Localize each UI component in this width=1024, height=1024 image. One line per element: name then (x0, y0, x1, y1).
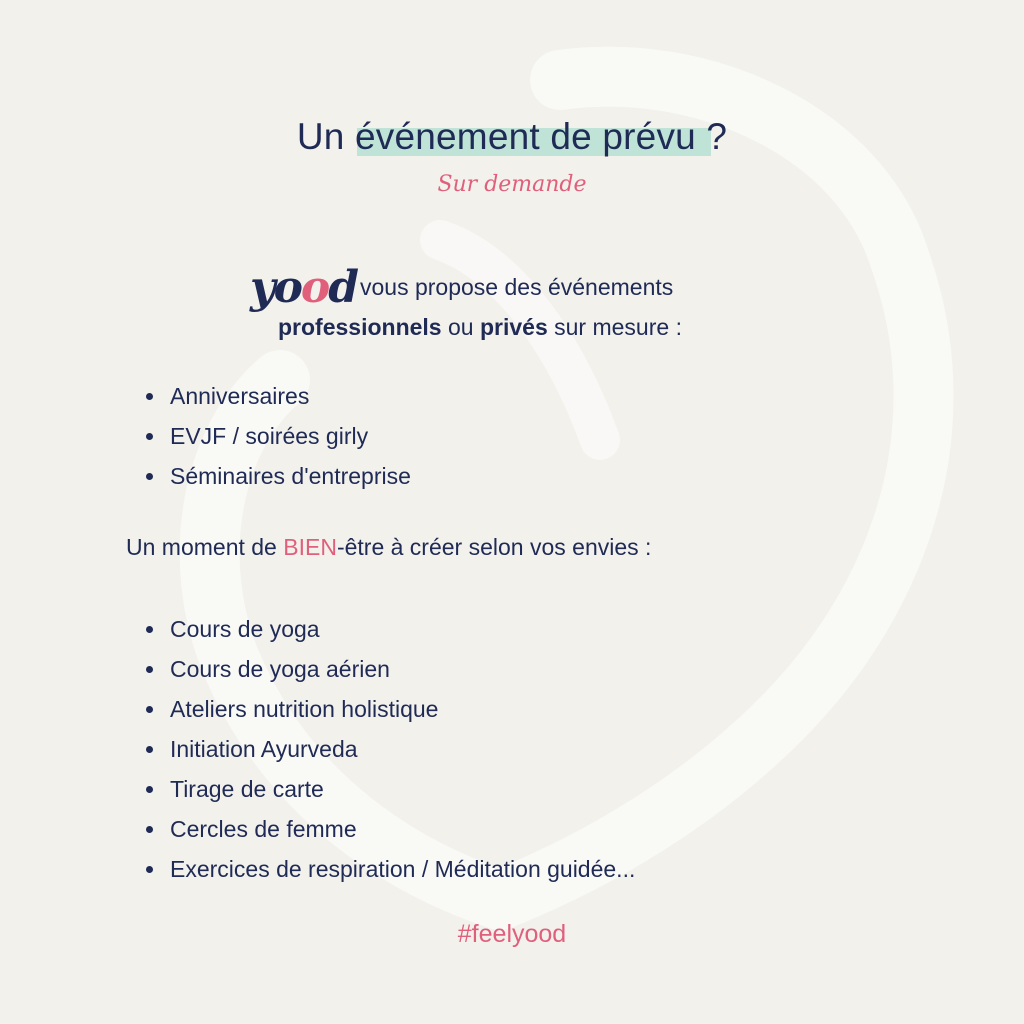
list-item: Cercles de femme (146, 809, 635, 849)
list-item: Ateliers nutrition holistique (146, 689, 635, 729)
intro-line-1: vous propose des événements (360, 274, 674, 300)
yood-logo: yood (250, 262, 358, 313)
event-types-list (146, 376, 411, 496)
list-item: Exercices de respiration / Méditation guidée... (146, 849, 635, 889)
hashtag: #feelyood (457, 920, 567, 948)
subtitle: Sur demande (437, 172, 587, 197)
list-item: Tirage de carte (146, 769, 635, 809)
logo-heart-o: o (300, 262, 329, 313)
list-item: Initiation Ayurveda (146, 729, 635, 769)
page-title: Un événement de prévu ? (296, 116, 728, 157)
list-item: Séminaires d'entreprise (146, 456, 411, 496)
list-item: EVJF / soirées girly (146, 416, 411, 456)
list-item: Anniversaires (146, 376, 411, 416)
intro-line-2: professionnels ou privés sur mesure : (278, 314, 682, 340)
moment-text: Un moment de BIEN-être à créer selon vos envies : (126, 534, 652, 560)
activities-list (146, 609, 635, 889)
bien-highlight: BIEN (283, 534, 337, 560)
list-item: Cours de yoga (146, 609, 635, 649)
list-item: Cours de yoga aérien (146, 649, 635, 689)
